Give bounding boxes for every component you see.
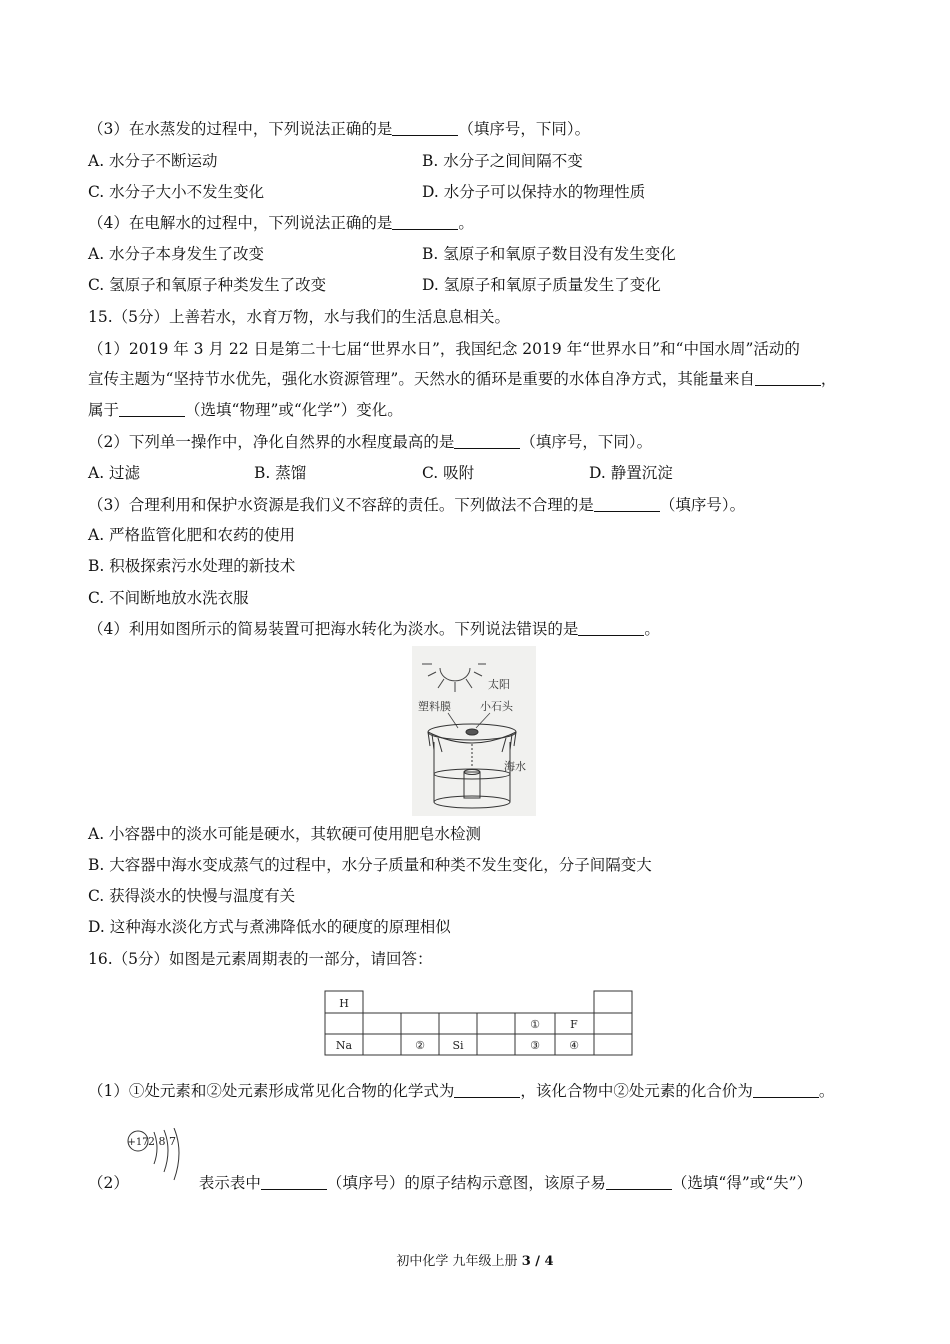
option: B. 积极探索污水处理的新技术 — [88, 557, 296, 575]
answer-blank[interactable] — [578, 620, 644, 636]
cell-si: Si — [452, 1039, 464, 1052]
q15-p1-line2: 宣传主题为“坚持节水优先，强化水资源管理”。天然水的循环是重要的水体自净方式，其能量来自 ， — [88, 370, 837, 388]
q14-p3-stem: （3）在水蒸发的过程中，下列说法正确的是 （填序号，下同）。 — [88, 120, 591, 138]
q16-p2: （2） 表示表中 （填序号）的原子结构示意图，该原子易 （选填“得”或“失”） — [88, 1174, 813, 1192]
option: A. 水分子本身发生了改变 — [88, 245, 265, 263]
cell-marker-1: ① — [530, 1018, 540, 1031]
option: C. 不间断地放水洗衣服 — [88, 589, 249, 607]
q15-p1-line3: 属于 （选填“物理”或“化学”）变化。 — [88, 401, 403, 419]
answer-blank[interactable] — [594, 496, 660, 512]
q15-p1-line1: （1）2019 年 3 月 22 日是第二十七届“世界水日”，我国纪念 2019 年“世界水日”和“中国水周”活动的 — [88, 340, 800, 358]
option: A. 小容器中的淡水可能是硬水，其软硬可使用肥皂水检测 — [88, 825, 482, 843]
option: C. 吸附 — [422, 464, 475, 482]
answer-blank[interactable] — [753, 1082, 819, 1098]
option: B. 水分子之间间隔不变 — [422, 152, 583, 170]
cell-h: H — [339, 997, 349, 1010]
option: C. 获得淡水的快慢与温度有关 — [88, 887, 296, 905]
answer-blank[interactable] — [119, 401, 185, 417]
answer-blank[interactable] — [392, 120, 458, 136]
option: C. 水分子大小不发生变化 — [88, 183, 265, 201]
option: A. 严格监管化肥和农药的使用 — [88, 526, 296, 544]
answer-blank[interactable] — [755, 370, 821, 386]
seawater-label: 海水 — [504, 760, 526, 773]
option: A. 水分子不断运动 — [88, 152, 218, 170]
film-label: 塑料膜 — [418, 700, 451, 713]
option: B. 氢原子和氧原子数目没有发生变化 — [422, 245, 676, 263]
sun-label: 太阳 — [488, 678, 510, 691]
option: D. 氢原子和氧原子质量发生了变化 — [422, 276, 661, 294]
page-number: 3 / 4 — [521, 1254, 554, 1269]
option: D. 静置沉淀 — [589, 464, 673, 482]
stone-label: 小石头 — [480, 700, 513, 713]
q15-p4-stem: （4）利用如图所示的简易装置可把海水转化为淡水。下列说法错误的是 。 — [88, 620, 660, 638]
option: C. 氢原子和氧原子种类发生了改变 — [88, 276, 327, 294]
option: A. 过滤 — [88, 464, 141, 482]
cell-marker-2: ② — [415, 1039, 425, 1052]
q16-title: 16.（5分）如图是元素周期表的一部分，请回答： — [88, 950, 433, 968]
answer-blank[interactable] — [454, 1082, 520, 1098]
option: B. 蒸馏 — [254, 464, 307, 482]
q15-p2-stem: （2）下列单一操作中，净化自然界的水程度最高的是 （填序号，下同）。 — [88, 433, 653, 451]
answer-blank[interactable] — [454, 433, 520, 449]
page-footer: 初中化学 九年级上册 3 / 4 — [396, 1254, 554, 1269]
option: D. 水分子可以保持水的物理性质 — [422, 183, 646, 201]
q15-title: 15.（5分）上善若水，水育万物，水与我们的生活息息相关。 — [88, 308, 511, 326]
electron-shells: 2 8 7 — [148, 1135, 176, 1148]
q15-p3-stem: （3）合理利用和保护水资源是我们义不容辞的责任。下列做法不合理的是 （填序号）。 — [88, 496, 746, 514]
cell-marker-3: ③ — [530, 1039, 540, 1052]
option: B. 大容器中海水变成蒸气的过程中，水分子质量和种类不发生变化，分子间隔变大 — [88, 856, 652, 874]
cell-f: F — [570, 1018, 578, 1031]
answer-blank[interactable] — [606, 1174, 672, 1190]
desalination-figure — [412, 646, 536, 816]
cell-na: Na — [335, 1039, 353, 1052]
option: D. 这种海水淡化方式与煮沸降低水的硬度的原理相似 — [88, 918, 451, 936]
periodic-table-fragment — [324, 990, 636, 1056]
answer-blank[interactable] — [392, 214, 458, 230]
q14-p4-stem: （4）在电解水的过程中，下列说法正确的是 。 — [88, 214, 474, 232]
q16-p1: （1）①处元素和②处元素形成常见化合物的化学式为 ，该化合物中②处元素的化合价为 。 — [88, 1082, 835, 1100]
answer-blank[interactable] — [261, 1174, 327, 1190]
cell-marker-4: ④ — [569, 1039, 579, 1052]
nucleus-charge: +17 — [127, 1137, 149, 1148]
